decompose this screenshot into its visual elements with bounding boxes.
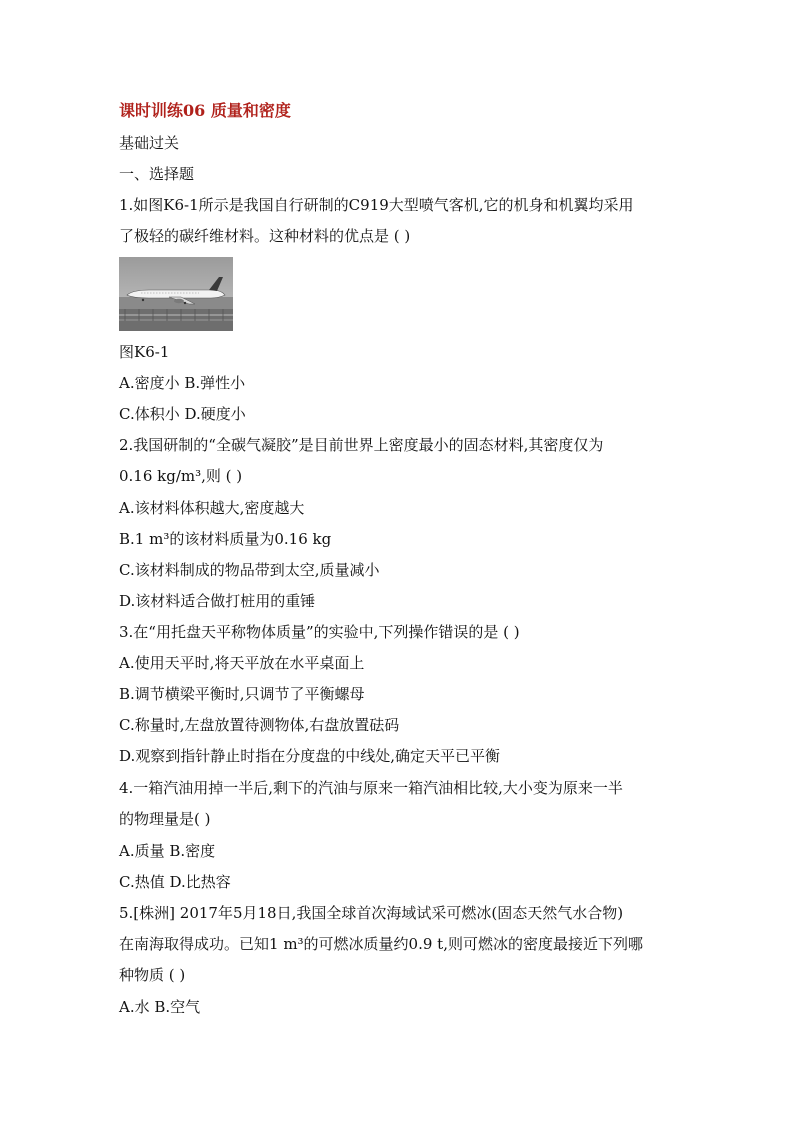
question-2-option-d: D.该材料适合做打桩用的重锤 xyxy=(119,592,316,610)
question-1-options-ab: A.密度小 B.弹性小 xyxy=(119,374,246,392)
question-2-option-c: C.该材料制成的物品带到太空,质量减小 xyxy=(119,561,380,579)
question-2-option-b: B.1 m³的该材料质量为0.16 kg xyxy=(119,530,332,548)
question-3-option-d: D.观察到指针静止时指在分度盘的中线处,确定天平已平衡 xyxy=(119,747,501,765)
question-3-option-b: B.调节横梁平衡时,只调节了平衡螺母 xyxy=(119,685,365,703)
question-5-line-2: 在南海取得成功。已知1 m³的可燃冰质量约0.9 t,则可燃冰的密度最接近下列哪 xyxy=(119,935,643,953)
question-3-line-1: 3.在“用托盘天平称物体质量”的实验中,下列操作错误的是 ( ) xyxy=(119,623,520,641)
question-1-line-1: 1.如图K6-1所示是我国自行研制的C919大型喷气客机,它的机身和机翼均采用 xyxy=(119,196,634,214)
airplane-image-icon xyxy=(119,257,233,331)
question-4-line-1: 4.一箱汽油用掉一半后,剩下的汽油与原来一箱汽油相比较,大小变为原来一半 xyxy=(119,779,623,797)
question-2-line-2: 0.16 kg/m³,则 ( ) xyxy=(119,467,243,485)
figure-caption: 图K6-1 xyxy=(119,343,170,361)
question-4-line-2: 的物理量是( ) xyxy=(119,810,211,828)
question-3-option-a: A.使用天平时,将天平放在水平桌面上 xyxy=(119,654,365,672)
section-heading-basic: 基础过关 xyxy=(119,134,180,152)
question-5-line-3: 种物质 ( ) xyxy=(119,966,186,984)
question-1-options-cd: C.体积小 D.硬度小 xyxy=(119,405,246,423)
question-2-option-a: A.该材料体积越大,密度越大 xyxy=(119,499,305,517)
airplane-photo xyxy=(119,257,233,331)
question-4-options-cd: C.热值 D.比热容 xyxy=(119,873,231,891)
question-2-line-1: 2.我国研制的“全碳气凝胶”是目前世界上密度最小的固态材料,其密度仅为 xyxy=(119,436,604,454)
page-title: 课时训练06 质量和密度 xyxy=(119,101,291,120)
question-4-options-ab: A.质量 B.密度 xyxy=(119,842,216,860)
question-5-line-1: 5.[株洲] 2017年5月18日,我国全球首次海域试采可燃冰(固态天然气水合物) xyxy=(119,904,624,922)
section-heading-choice: 一、选择题 xyxy=(119,165,195,183)
question-1-line-2: 了极轻的碳纤维材料。这种材料的优点是 ( ) xyxy=(119,227,411,245)
question-5-options-ab: A.水 B.空气 xyxy=(119,998,201,1016)
question-3-option-c: C.称量时,左盘放置待测物体,右盘放置砝码 xyxy=(119,716,400,734)
